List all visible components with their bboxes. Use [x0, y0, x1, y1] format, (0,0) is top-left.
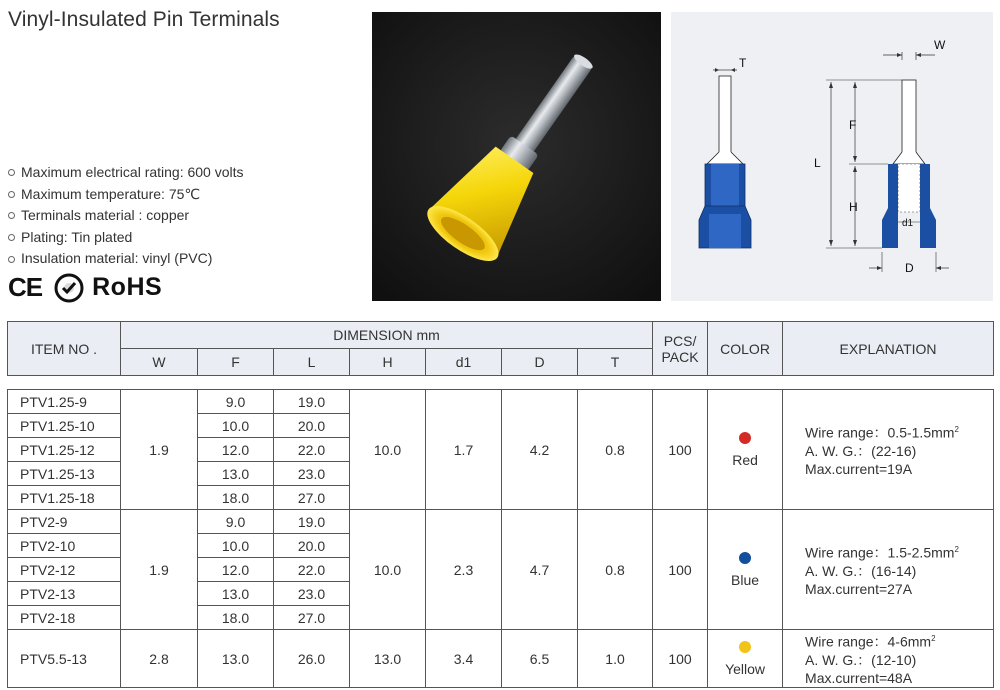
- pin-terminal-image: [372, 12, 661, 301]
- spec-item: [8, 184, 244, 206]
- header-pack: PACK: [661, 348, 699, 365]
- page-title: Vinyl-Insulated Pin Terminals: [8, 8, 280, 31]
- header-l: L: [274, 349, 350, 376]
- awg-text: A. W. G.：(12-10): [805, 651, 917, 668]
- item-cell: PTV2-10: [8, 534, 121, 558]
- awg-text: A. W. G.：(16-14): [805, 562, 917, 579]
- header-color: COLOR: [708, 322, 783, 376]
- l-cell: 20.0: [274, 534, 350, 558]
- header-f: F: [198, 349, 274, 376]
- item-cell: PTV1.25-18: [8, 486, 121, 510]
- pack-cell: 100: [653, 510, 708, 630]
- dim-d1-label: d1: [902, 218, 914, 229]
- color-cell: [708, 390, 783, 510]
- header-t: T: [578, 349, 653, 376]
- bullet-icon: [8, 191, 15, 198]
- w-cell: 1.9: [121, 510, 198, 630]
- color-label: Yellow: [725, 660, 766, 677]
- header-dimension: DIMENSION mm: [121, 322, 653, 349]
- product-photo: [372, 12, 661, 301]
- header-pcs: PCS/: [663, 332, 697, 349]
- bullet-icon: [8, 212, 15, 219]
- d-cell: 6.5: [502, 630, 578, 688]
- item-cell: PTV2-13: [8, 582, 121, 606]
- header-h: H: [350, 349, 426, 376]
- squared-sup: 2: [954, 425, 959, 435]
- color-cell: [708, 510, 783, 630]
- f-cell: 13.0: [198, 462, 274, 486]
- color-label: Red: [732, 451, 758, 468]
- color-cell: [708, 630, 783, 688]
- table-row: [8, 510, 994, 534]
- f-cell: 12.0: [198, 558, 274, 582]
- dim-w-label: W: [934, 38, 946, 52]
- explanation-cell: [783, 630, 994, 688]
- f-cell: 9.0: [198, 510, 274, 534]
- spec-item: [8, 162, 244, 184]
- spec-text: Plating: Tin plated: [21, 228, 133, 245]
- t-cell: 0.8: [578, 390, 653, 510]
- f-cell: 18.0: [198, 606, 274, 630]
- spec-text: Terminals material : copper: [21, 207, 190, 224]
- current-text: Max.current=48A: [805, 669, 913, 686]
- h-cell: 13.0: [350, 630, 426, 688]
- spec-item: [8, 227, 244, 249]
- f-cell: 10.0: [198, 534, 274, 558]
- w-cell: 2.8: [121, 630, 198, 688]
- item-cell: PTV5.5-13: [8, 630, 121, 688]
- l-cell: 22.0: [274, 558, 350, 582]
- pack-cell: 100: [653, 630, 708, 688]
- d-cell: 4.2: [502, 390, 578, 510]
- table-row: [8, 390, 994, 414]
- header-explanation: EXPLANATION: [783, 322, 994, 376]
- d1-cell: 2.3: [426, 510, 502, 630]
- spec-list: [8, 162, 244, 270]
- h-cell: 10.0: [350, 390, 426, 510]
- f-cell: 18.0: [198, 486, 274, 510]
- wire-range-text: Wire range：0.5-1.5mm: [805, 424, 955, 441]
- l-cell: 27.0: [274, 606, 350, 630]
- item-cell: PTV1.25-12: [8, 438, 121, 462]
- item-cell: PTV2-9: [8, 510, 121, 534]
- wire-range-text: Wire range：1.5-2.5mm: [805, 544, 955, 561]
- f-cell: 9.0: [198, 390, 274, 414]
- spec-text: Maximum temperature: 75℃: [21, 185, 201, 202]
- dim-l-label: L: [814, 156, 821, 170]
- dimension-drawing: [671, 12, 993, 301]
- bullet-icon: [8, 256, 15, 263]
- l-cell: 20.0: [274, 414, 350, 438]
- f-cell: 10.0: [198, 414, 274, 438]
- header-item-no: ITEM NO .: [8, 322, 121, 376]
- squared-sup: 2: [954, 545, 959, 555]
- f-cell: 13.0: [198, 582, 274, 606]
- dim-t-label: T: [739, 56, 747, 70]
- f-cell: 13.0: [198, 630, 274, 688]
- h-cell: 10.0: [350, 510, 426, 630]
- awg-text: A. W. G.：(22-16): [805, 442, 917, 459]
- dim-d-label: D: [905, 261, 914, 275]
- item-cell: PTV1.25-10: [8, 414, 121, 438]
- l-cell: 23.0: [274, 582, 350, 606]
- t-cell: 1.0: [578, 630, 653, 688]
- spec-text: Insulation material: vinyl (PVC): [21, 250, 213, 267]
- header-d1: d1: [426, 349, 502, 376]
- item-cell: PTV1.25-9: [8, 390, 121, 414]
- wire-range-text: Wire range：4-6mm: [805, 633, 932, 650]
- red-color-swatch: [739, 432, 751, 444]
- current-text: Max.current=19A: [805, 460, 913, 477]
- explanation-cell: [783, 390, 994, 510]
- header-w: W: [121, 349, 198, 376]
- explanation-cell: [783, 510, 994, 630]
- blue-color-swatch: [739, 552, 751, 564]
- l-cell: 22.0: [274, 438, 350, 462]
- t-cell: 0.8: [578, 510, 653, 630]
- color-label: Blue: [731, 571, 760, 588]
- d1-cell: 1.7: [426, 390, 502, 510]
- wire-range-line: [805, 630, 993, 651]
- bullet-icon: [8, 234, 15, 241]
- l-cell: 19.0: [274, 510, 350, 534]
- w-cell: 1.9: [121, 390, 198, 510]
- spec-item: [8, 248, 244, 270]
- rohs-logo: RoHS: [92, 273, 163, 301]
- header-d: D: [502, 349, 578, 376]
- spec-item: [8, 205, 244, 227]
- wire-range-line: [805, 421, 993, 442]
- header-pcs-pack: [653, 322, 708, 376]
- l-cell: 19.0: [274, 390, 350, 414]
- yellow-color-swatch: [739, 641, 751, 653]
- ce-mark-logo: CE: [8, 272, 43, 302]
- wire-range-line: [805, 541, 993, 562]
- sgs-logo-icon: [54, 273, 84, 303]
- squared-sup: 2: [931, 634, 936, 644]
- table-row: [8, 630, 994, 688]
- d1-cell: 3.4: [426, 630, 502, 688]
- certification-logos: [8, 272, 162, 303]
- item-cell: PTV2-18: [8, 606, 121, 630]
- dim-h-label: H: [849, 200, 858, 214]
- item-cell: PTV2-12: [8, 558, 121, 582]
- current-text: Max.current=27A: [805, 580, 913, 597]
- l-cell: 26.0: [274, 630, 350, 688]
- spec-table: [7, 321, 994, 688]
- f-cell: 12.0: [198, 438, 274, 462]
- bullet-icon: [8, 169, 15, 176]
- spec-text: Maximum electrical rating: 600 volts: [21, 164, 244, 180]
- l-cell: 23.0: [274, 462, 350, 486]
- d-cell: 4.7: [502, 510, 578, 630]
- l-cell: 27.0: [274, 486, 350, 510]
- dim-f-label: F: [849, 118, 857, 132]
- item-cell: PTV1.25-13: [8, 462, 121, 486]
- pack-cell: 100: [653, 390, 708, 510]
